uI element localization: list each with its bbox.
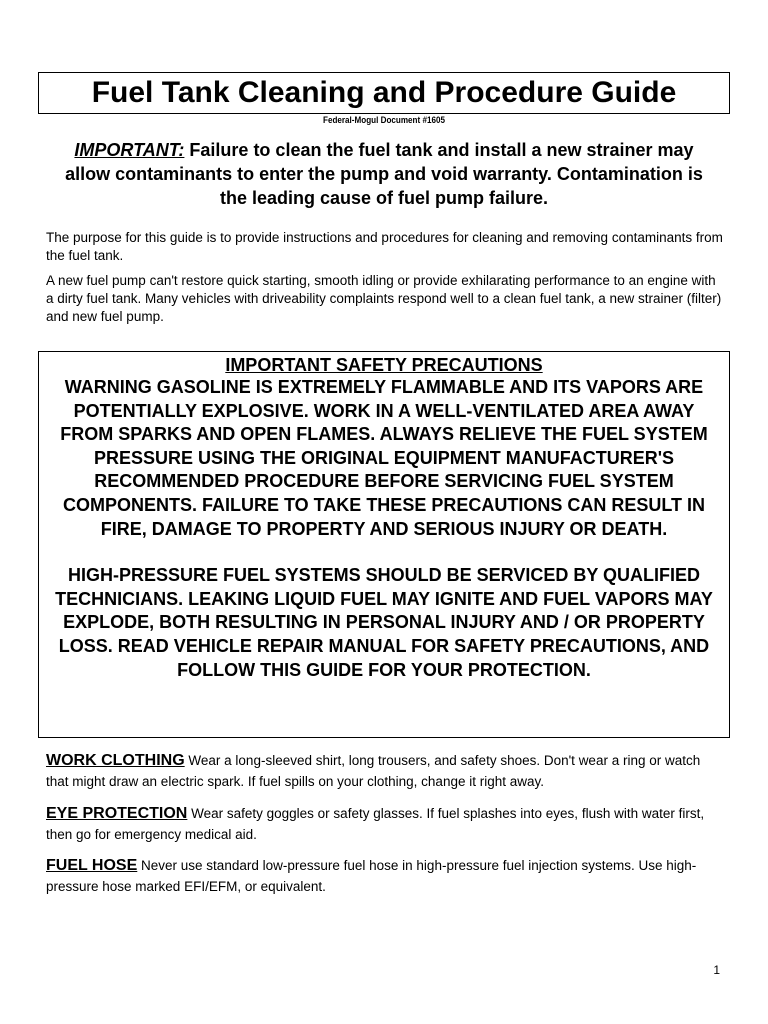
fuel-hose-text: Never use standard low-pressure fuel hose in high-pressure fuel injection systems. Use high-pressure hose marked EFI/EFM, or equivalent.	[46, 858, 697, 894]
safety-precautions-box	[38, 351, 730, 738]
important-notice	[50, 138, 718, 210]
fuel-pump-paragraph: A new fuel pump can't restore quick starting, smooth idling or provide exhilarating performance to an engine with a dirty fuel tank. Many vehicles with driveability complaints respond well to a clean fuel tank, a new strainer (filter) and new fuel pump.	[46, 273, 722, 324]
title-box	[38, 72, 730, 114]
eye-protection-label: EYE PROTECTION	[46, 805, 188, 822]
fuel-hose-label: FUEL HOSE	[46, 857, 138, 874]
document-title: Fuel Tank Cleaning and Procedure Guide	[91, 76, 677, 109]
purpose-paragraph: The purpose for this guide is to provide instructions and procedures for cleaning and removing contaminants from the fuel tank.	[46, 230, 723, 263]
safety-heading: IMPORTANT SAFETY PRECAUTIONS	[225, 355, 543, 375]
safety-warning-high-pressure: HIGH-PRESSURE FUEL SYSTEMS SHOULD BE SERVICED BY QUALIFIED TECHNICIANS. LEAKING LIQUID FUEL MAY IGNITE AND FUEL VAPORS MAY EXPLODE, BOTH RESULTING IN PERSONAL INJURY AND / OR PROPERTY LOSS. READ VEHICLE REPAIR MANUAL FOR SAFETY PRECAUTIONS, AND FOLLOW THIS GUIDE FOR YOUR PROTECTION.	[55, 565, 713, 680]
work-clothing-text: Wear a long-sleeved shirt, long trousers, and safety shoes. Don't wear a ring or watch that might draw an electric spark. If fuel spills on your clothing, change it right away.	[46, 753, 701, 789]
work-clothing-item	[46, 750, 726, 792]
safety-warning-flammable: WARNING GASOLINE IS EXTREMELY FLAMMABLE AND ITS VAPORS ARE POTENTIALLY EXPLOSIVE. WORK IN A WELL-VENTILATED AREA AWAY FROM SPARKS AND OPEN FLAMES. ALWAYS RELIEVE THE FUEL SYSTEM PRESSURE USING THE ORIGINAL EQUIPMENT MANUFACTURER'S RECOMMENDED PROCEDURE BEFORE SERVICING FUEL SYSTEM COMPONENTS. FAILURE TO TAKE THESE PRECAUTIONS CAN RESULT IN FIRE, DAMAGE TO PROPERTY AND SERIOUS INJURY OR DEATH.	[60, 377, 708, 539]
important-text: Failure to clean the fuel tank and install a new strainer may allow contaminants to enter the pump and void warranty. Contamination is the leading cause of fuel pump failure.	[65, 140, 703, 208]
important-lead: IMPORTANT:	[74, 140, 185, 160]
eye-protection-item	[46, 803, 726, 845]
document-number: Federal-Mogul Document #1605	[322, 115, 445, 125]
fuel-hose-item	[46, 855, 726, 897]
page-number: 1	[713, 963, 720, 977]
eye-protection-text: Wear safety goggles or safety glasses. If fuel splashes into eyes, flush with water first, then go for emergency medical aid.	[46, 806, 705, 842]
work-clothing-label: WORK CLOTHING	[46, 752, 185, 769]
